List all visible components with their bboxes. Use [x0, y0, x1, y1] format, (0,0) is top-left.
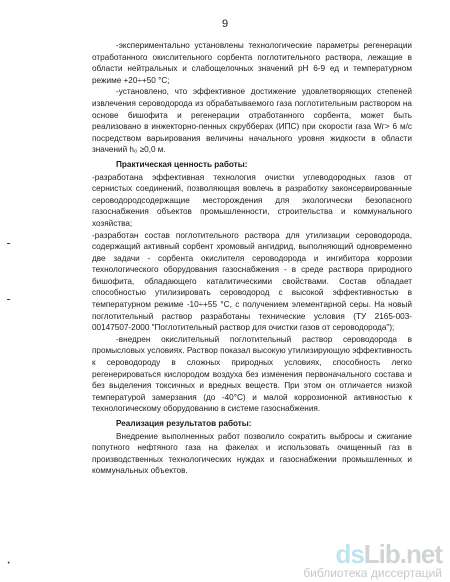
- logo-lib: Lib.net: [363, 539, 442, 569]
- logo-subtitle: библиотека диссертаций: [303, 566, 442, 580]
- margin-mark: ·: [5, 556, 13, 570]
- heading-practical-value: Практическая ценность работы:: [116, 159, 248, 169]
- heading-results-implementation: Реализация результатов работы:: [116, 419, 252, 428]
- dslib-watermark: [303, 539, 442, 580]
- margin-mark: -: [5, 236, 13, 250]
- margin-mark: -: [5, 292, 13, 306]
- paragraph-regeneration-parameters: -экспериментально установлены технологические параметры регенерации отработанного окислительного сорбента поглотительного раствора, лежащие в области нейтральных и слабощелочных значений pH 6-9 ед и температурном режиме +20÷+50 °С;: [92, 41, 412, 85]
- document-body: [92, 40, 412, 477]
- paragraph-technology-developed: -разработана эффективная технология очистки углеводородных газов от сернистых соединений, позволяющая вовлечь в разработку законсервированные сероводородсодержащие месторождения для экологически безопасного газоснабжения объектов промышленности, строительства и коммунального хозяйства;: [92, 172, 412, 228]
- logo-ds: ds: [335, 539, 364, 569]
- paragraph-solution-composition: -разработан состав поглотительного раствора для утилизации сероводорода, содержащий активный сорбент хромовый ангидрид, выполняющий одновременно две задачи - сорбента окислителя сероводорода и ингибитора коррозии технологического оборудования газоснабжения - в среде раствора природного бишофита, обладающего каталитическими свойствами. Состав обладает способностью утилизировать сероводород с высокой эффективностью в температурном режиме -10÷+55 °С, с получением элементарной серы. На новый поглотительный раствор разработаны технические условия (ТУ 2165-003-00147507-2000 "Поглотительный раствор для очистки газов от сероводорода");: [92, 230, 412, 333]
- paragraph-implementation-results: Внедрение выполненных работ позволило сократить выбросы и сжигание попутного нефтяного газа на факелах и использовать очищенный газ в производственных технологических нуждах и газоснабжении промышленных и коммунальных объектов.: [92, 431, 412, 476]
- page-number: 9: [221, 18, 229, 30]
- paragraph-absorption-efficiency: -установлено, что эффективное достижение удовлетворяющих степеней извлечения сероводорода из обрабатываемого газа поглотительным раствором на основе бишофита и регенерации отработанного сорбента, может быть реализовано в инжекторно-пенных скрубберах (ИПС) при скорости газа Wг> 6 м/с посредством варьирования величины начального уровня жидкости в области значений h₀ ≥0,0 м.: [92, 87, 412, 155]
- paragraph-solution-implemented: -внедрен окислительный поглотительный раствор сероводорода в промысловых условиях. Раствор показал высокую утилизирующую эффективность к сероводороду в сложных природных условиях, способность легко регенерироваться кислородом воздуха без изменения первоначального состава и без выделения токсичных и вредных веществ. При этом он отличается низкой температурой замерзания (до -40°С) и малой коррозионной активностью к технологическому оборудованию в системе газоснабжения.: [92, 334, 412, 414]
